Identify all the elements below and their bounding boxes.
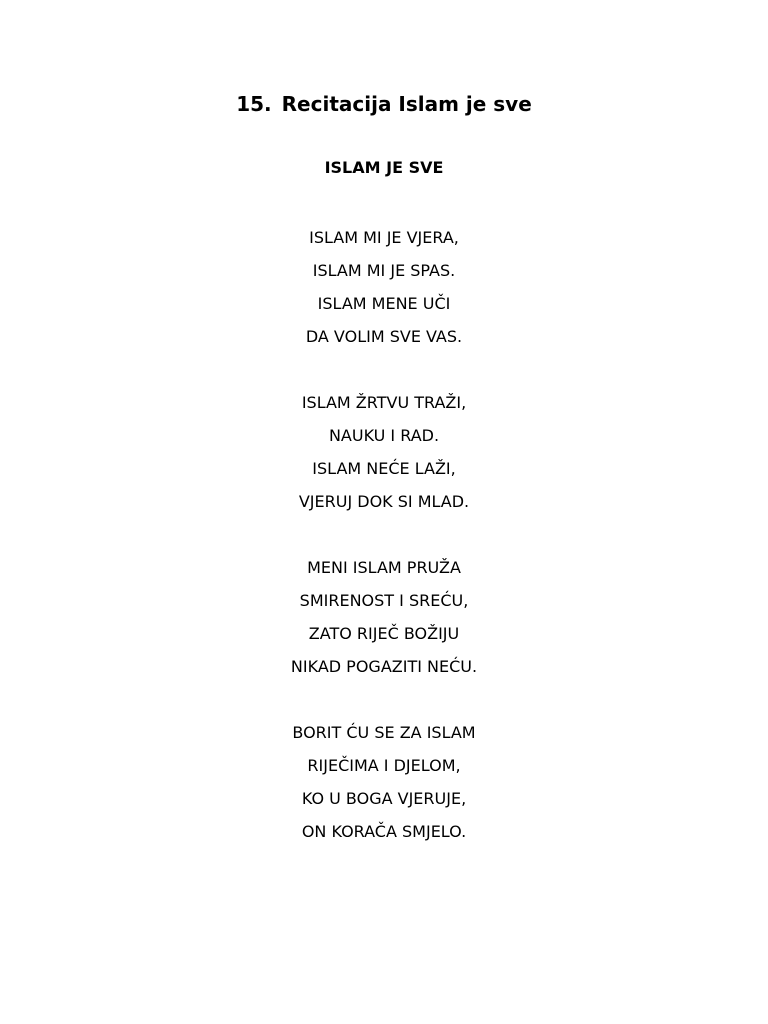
stanza-2	[0, 386, 768, 518]
poem-line: BORIT ĆU SE ZA ISLAM	[292, 723, 476, 742]
poem-line: ISLAM MI JE VJERA,	[309, 228, 459, 247]
poem-body	[0, 221, 768, 881]
heading-text: Recitacija Islam je sve	[281, 92, 532, 116]
poem-line: DA VOLIM SVE VAS.	[305, 327, 463, 346]
stanza-3	[0, 551, 768, 683]
poem-line: MENI ISLAM PRUŽA	[307, 558, 461, 577]
poem-line: NIKAD POGAZITI NEĆU.	[290, 657, 478, 676]
poem-line: NAUKU I RAD.	[328, 426, 440, 445]
poem-line: ZATO RIJEČ BOŽIJU	[308, 624, 460, 643]
poem-line: KO U BOGA VJERUJE,	[301, 789, 467, 808]
poem-line: ISLAM MENE UČI	[317, 294, 451, 313]
poem-line: VJERUJ DOK SI MLAD.	[298, 492, 470, 511]
heading-number: 15.	[236, 92, 272, 116]
stanza-1	[0, 221, 768, 353]
poem-title: ISLAM JE SVE	[324, 158, 444, 177]
poem-line: RIJEČIMA I DJELOM,	[307, 756, 461, 775]
stanza-4	[0, 716, 768, 848]
poem-line: SMIRENOST I SREĆU,	[299, 591, 469, 610]
poem-line: ISLAM MI JE SPAS.	[312, 261, 456, 280]
poem-line: ON KORAČA SMJELO.	[301, 822, 467, 841]
poem-line: ISLAM NEĆE LAŽI,	[312, 459, 456, 478]
poem-line: ISLAM ŽRTVU TRAŽI,	[301, 393, 467, 412]
section-heading	[0, 90, 768, 118]
